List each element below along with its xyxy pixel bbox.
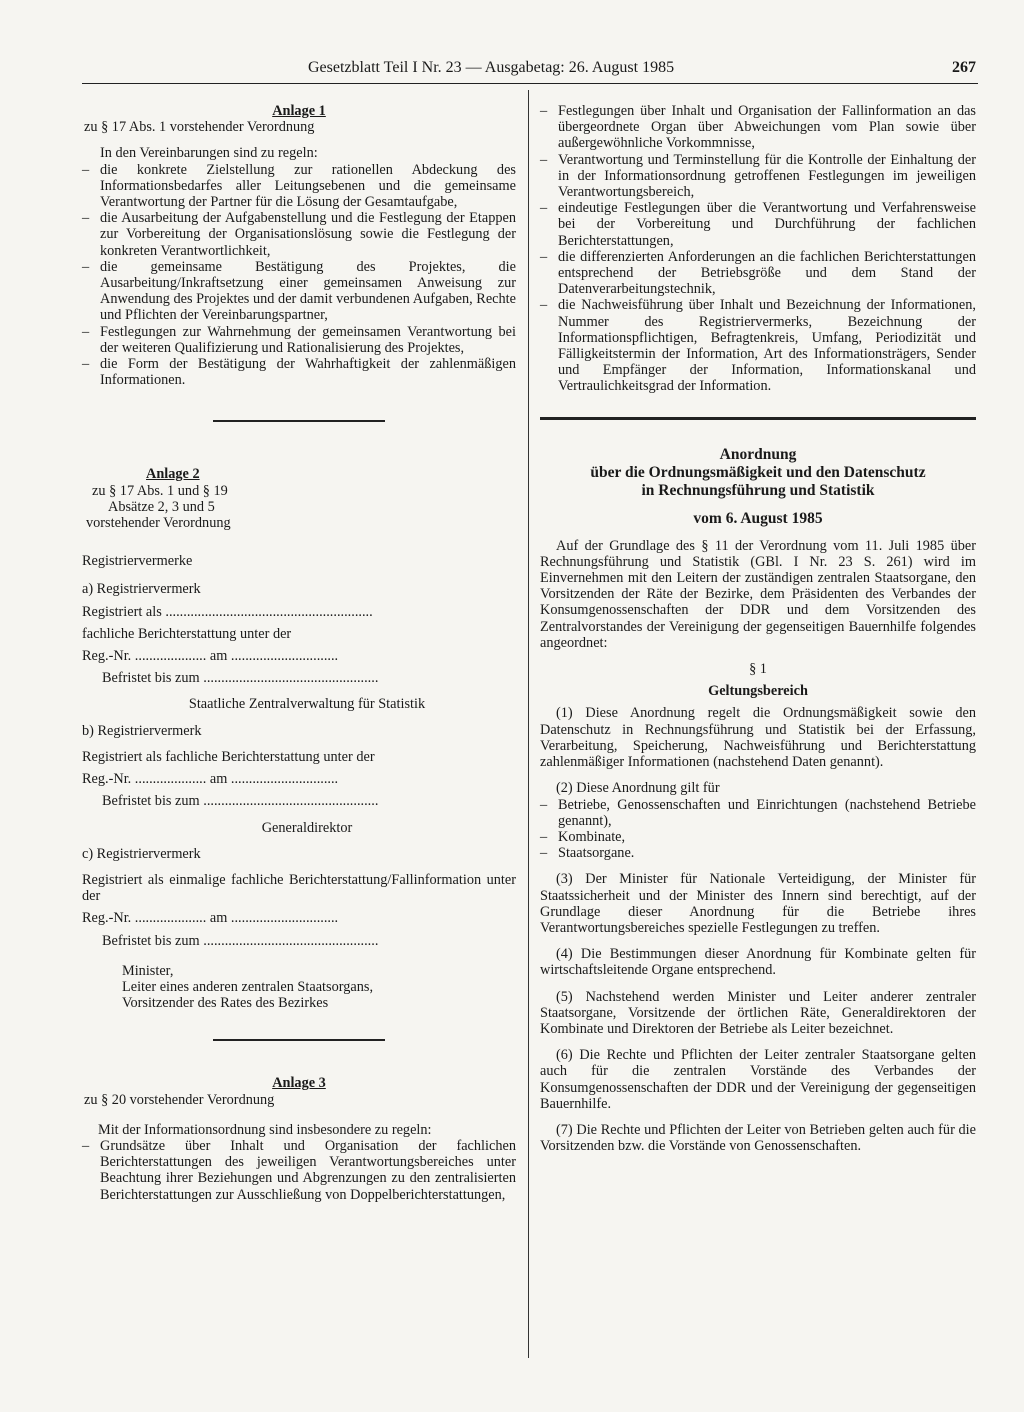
anlage-1-item: – die konkrete Zielstellung zur rationellen Abdeckung des Informationsbedarfes aller Leitungsebenen und die gemeinsame Verantwortung der Partner für die Lösung der Gesamtaufgabe, [82, 162, 516, 211]
anlage-3-item: – Grundsätze über Inhalt und Organisation der fachlichen Berichterstattungen des jeweiligen Verantwortungsbereiches unter Beachtung ihrer Beziehungen und Abgrenzungen zu den zentralisierten Berichterstattungen zur Ausschließung von Doppelberichterstattungen, [82, 1138, 516, 1186]
anlage-3-item: – die Nachweisführung über Inhalt und Bezeichnung der Informationen, Nummer des Registriervermerks, Bezeichnung der Informationspflichtigen, Befragtenkreis, Umfang, Periodizität und Fälligkeitstermin der Information, Art des Informationsträgers, Sender und Empfänger der Information, Informationskanal und Vertraulichkeitsgrad der Information. [540, 297, 976, 394]
vermerk-c-signatory: Minister, [122, 962, 174, 979]
anlage-3-item: – eindeutige Festlegungen über die Verantwortung und Verfahrensweise bei der Vorbereitung und Durchführung der fachlichen Berichterstattungen, [540, 200, 976, 249]
vermerk-c-signatory: Leiter eines anderen zentralen Staatsorgans, [122, 978, 374, 995]
vermerk-c-line: Befristet bis zum ................................................. [102, 932, 379, 949]
left-column [82, 103, 516, 1203]
anordnung-title: Anordnung [719, 445, 797, 463]
geltungsbereich-item: – Staatsorgane. [540, 845, 976, 861]
anlage-3 [82, 1075, 516, 1203]
column-divider [528, 90, 529, 1358]
anlage-2-title: Anlage 2 [146, 466, 200, 483]
anordnung-clause: (3) Der Minister für Nationale Verteidigung, der Minister für Staatssicherheit und der Minister des Innern sind berechtigt, auf der Grundlage dieser Anordnung für die Betriebe ihres Verantwortungsbereiches spezielle Festlegungen zu treffen. [540, 871, 976, 936]
anlage-2-subtitle: zu § 17 Abs. 1 und § 19 [92, 482, 228, 499]
right-column [540, 103, 976, 1154]
anlage-3-subtitle: zu § 20 vorstehender Verordnung [84, 1091, 275, 1108]
paragraph-number: § 1 [749, 661, 767, 678]
anlage-1-subtitle: zu § 17 Abs. 1 vorstehender Verordnung [84, 119, 315, 136]
vermerk-c-line: Registriert als einmalige fachliche Berichterstattung/Fallinformation unter der [82, 871, 516, 905]
anordnung-clause: (5) Nachstehend werden Minister und Leiter anderer zentraler Staatsorgane, Vorsitzende der örtlichen Räte, Generaldirektoren der Kombinate und Direktoren der Betriebe als Leiter bezeichnet. [540, 988, 976, 1037]
anordnung-title-line: über die Ordnungsmäßigkeit und den Datenschutz [590, 463, 926, 481]
vermerk-a-line: Registriert als .......................................................... [82, 603, 373, 620]
vermerk-a-signatory: Staatliche Zentralverwaltung für Statistik [188, 696, 426, 713]
anordnung-date: vom 6. August 1985 [693, 509, 823, 527]
anordnung-preamble: Auf der Grundlage des § 11 der Verordnung vom 11. Juli 1985 über Rechnungsführung und Statistik (GBl. I Nr. 23 S. 261) wird im Einvernehmen mit den Leitern der zuständigen zentralen Staatsorgane, den Vorsitzenden der Räte der Bezirke, dem Präsidenten des Verbandes der Konsumgenossenschaften der DDR und dem Vorsitzenden des Zentralvorstandes der Vereinigung der gegenseitigen Bauernhilfe folgendes angeordnet: [540, 537, 976, 651]
vermerk-b-line: Registriert als fachliche Berichterstattung unter der [82, 748, 375, 765]
vermerk-a-line: fachliche Berichterstattung unter der [82, 625, 292, 642]
anlage-1-item: – die Form der Bestätigung der Wahrhaftigkeit der zahlenmäßigen Informationen. [82, 356, 516, 388]
anordnung-clause: (7) Die Rechte und Pflichten der Leiter von Betrieben gelten auch für die Vorsitzenden bzw. die Vorstände von Genossenschaften. [540, 1121, 976, 1155]
anlage-1-item: – die gemeinsame Bestätigung des Projektes, die Ausarbeitung/Inkraftsetzung einer gemeinsamen Anweisung zur Anwendung des Projektes und der damit verbundenen Aufgaben, Rechte und Pflichten der Vereinbarungspartner, [82, 259, 516, 324]
anlage-3-item: – die differenzierten Anforderungen an die fachlichen Berichterstattungen entsprechend der Betriebsgröße und dem Stand der Datenverarbeitungstechnik, [540, 249, 976, 298]
page-number: 267 [952, 59, 976, 76]
anlage-2-subtitle: Absätze 2, 3 und 5 [108, 498, 215, 515]
vermerk-a-line: Befristet bis zum ................................................. [102, 670, 379, 687]
anordnung-title-line: in Rechnungsführung und Statistik [641, 481, 875, 499]
anordnung-clause: (6) Die Rechte und Pflichten der Leiter zentraler Staatsorgane gelten auch für die zentralen Vorstände des Verbandes der Konsumgenossenschaften der DDR und der Vereinigung der gegenseitigen Bauernhilfe. [540, 1047, 976, 1112]
anlage-3-intro: Mit der Informationsordnung sind insbesondere zu regeln: [98, 1121, 432, 1138]
vermerk-b-title: b) Registriervermerk [82, 722, 202, 739]
anordnung-clause: (4) Die Bestimmungen dieser Anordnung für Kombinate gelten für wirtschaftsleitende Organe entsprechend. [540, 946, 976, 979]
anordnung [540, 446, 976, 1155]
vermerk-a-title: a) Registriervermerk [82, 581, 201, 598]
anordnung-clause: (2) Diese Anordnung gilt für [556, 780, 720, 797]
anlage-1 [82, 103, 516, 388]
anordnung-clause: (1) Diese Anordnung regelt die Ordnungsmäßigkeit sowie den Datenschutz in Rechnungsführung und Statistik bei der Erfassung, Verarbeitung, Speicherung, Nachweisführung und Berichterstattung zahlenmäßiger Informationen (nachstehend Daten genannt). [540, 705, 976, 771]
vermerk-c-line: Reg.-Nr. .................... am .............................. [82, 910, 339, 927]
registriervermerke-heading: Registriervermerke [82, 553, 193, 570]
vermerk-a-line: Reg.-Nr. .................... am .............................. [82, 648, 339, 665]
vermerk-b-line: Befristet bis zum ................................................. [102, 793, 379, 810]
vermerk-c-signatory: Vorsitzender des Rates des Bezirkes [122, 995, 329, 1012]
anlage-2-subtitle: vorstehender Verordnung [86, 515, 231, 532]
anlage-3-title: Anlage 3 [272, 1075, 326, 1092]
section-divider [540, 417, 976, 420]
paragraph-title: Geltungsbereich [708, 683, 808, 700]
running-header [308, 60, 976, 76]
vermerk-c-title: c) Registriervermerk [82, 845, 201, 862]
anlage-1-intro: In den Vereinbarungen sind zu regeln: [100, 145, 318, 162]
geltungsbereich-item: – Betriebe, Genossenschaften und Einrichtungen (nachstehend Betriebe genannt), [540, 797, 976, 829]
anlage-1-item: – die Ausarbeitung der Aufgabenstellung und die Festlegung der Etappen zur Vorbereitung der Organisationslösung sowie die Festlegung der konkreten Verantwortlichkeit, [82, 210, 516, 259]
geltungsbereich-item: – Kombinate, [540, 829, 976, 845]
vermerk-b-line: Reg.-Nr. .................... am .............................. [82, 771, 339, 788]
anlage-3-item: – Verantwortung und Terminstellung für die Kontrolle der Einhaltung der in der Informationsordnung getroffenen Festlegungen im jeweiligen Verantwortungsbereich, [540, 152, 976, 201]
anlage-1-title: Anlage 1 [272, 103, 326, 119]
header-rule [82, 83, 978, 84]
anlage-1-item: – Festlegungen zur Wahrnehmung der gemeinsamen Verantwortung bei der weiteren Qualifizierung und Rationalisierung des Projektes, [82, 324, 516, 356]
vermerk-b-signatory: Generaldirektor [261, 819, 353, 836]
running-title: Gesetzblatt Teil I Nr. 23 — Ausgabetag: 26. August 1985 [308, 59, 675, 76]
anlage-2 [82, 466, 516, 1011]
anlage-3-item-continued: – Festlegungen über Inhalt und Organisation der Fallinformation an das übergeordnete Organ über Abweichungen vom Plan sowie über außergewöhnliche Vorkommnisse, [540, 103, 976, 152]
